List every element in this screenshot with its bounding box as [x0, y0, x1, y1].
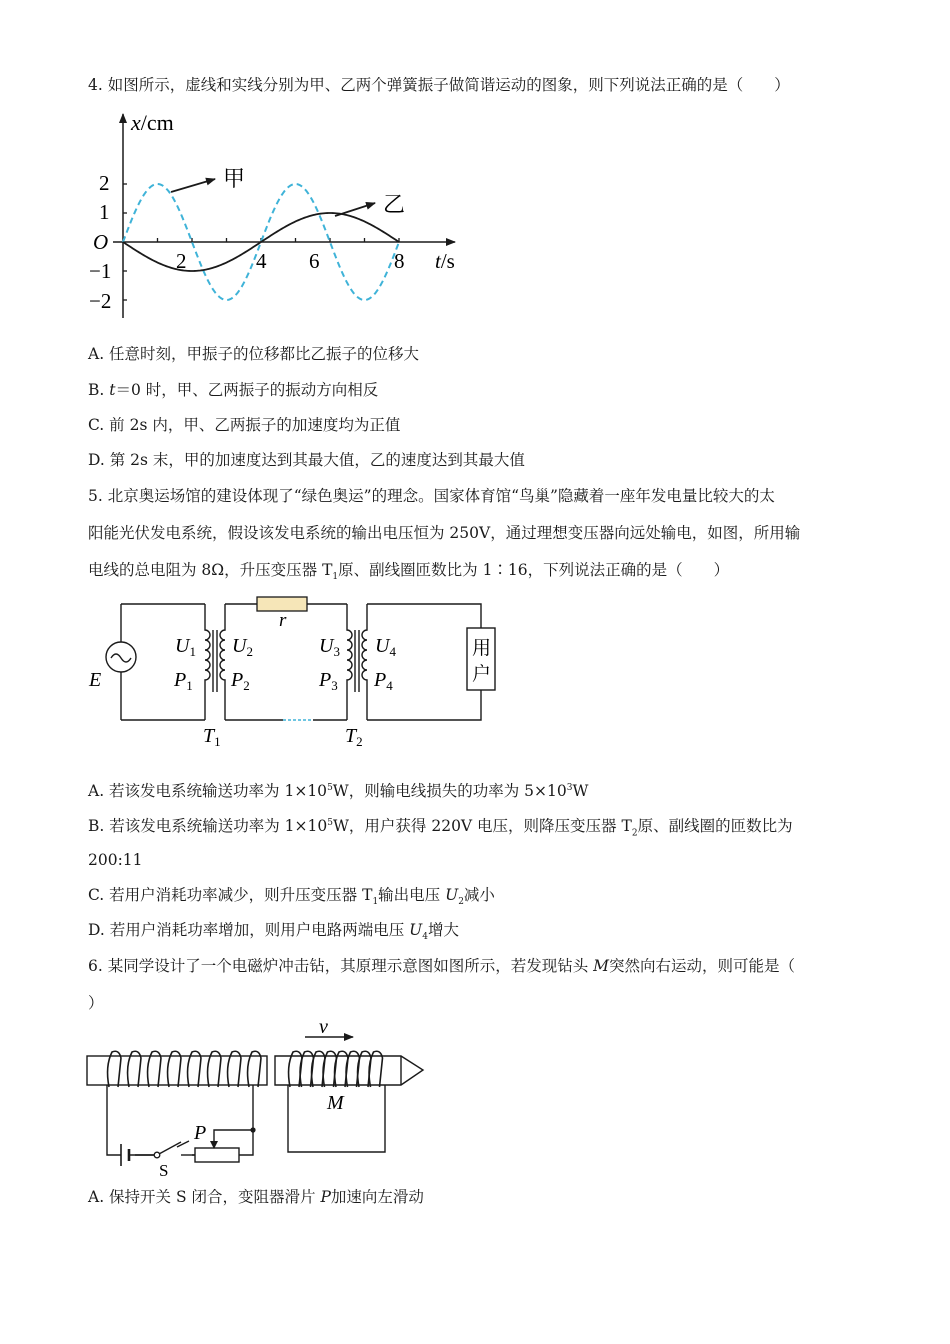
p2-label: $P_2$ — [231, 669, 250, 693]
label-jia: 甲 — [223, 166, 246, 191]
t1-secondary-coil — [220, 604, 225, 720]
u3-label: $U_3$ — [319, 635, 340, 659]
slider-label: P — [194, 1122, 207, 1144]
t2-label: $T_2$ — [345, 725, 363, 749]
line-resistor — [257, 597, 307, 611]
load-label-1: 用 — [472, 638, 492, 659]
q5-circuit — [85, 590, 505, 750]
arrow-yi — [335, 203, 375, 216]
junction-dot — [250, 1127, 255, 1132]
velocity-label: v — [319, 1016, 328, 1038]
drill-label: M — [327, 1092, 344, 1114]
label-yi: 乙 — [383, 192, 406, 217]
origin-label: O — [93, 230, 109, 254]
q5-option-d: D. 若用户消耗功率增加，则用户电路两端电压 $U_4$增大 — [88, 921, 459, 943]
y-axis-label: x/cm — [131, 110, 174, 135]
q6-stem-line2: ） — [88, 994, 104, 1012]
q5-option-a: A. 若该发电系统输送功率为 $1\times 10^5W$，则输电线损失的功率为 $5\times 10^3W$ — [88, 782, 589, 801]
t1-label: $T_1$ — [203, 725, 221, 749]
t1-primary-coil — [205, 604, 210, 720]
q4-graph — [85, 108, 485, 323]
q5-stem-line2: 阳能光伏发电系统，假设该发电系统的输出电压恒为 250V，通过理想变压器向远处输电，如图，所用输 — [88, 524, 801, 542]
q4-option-b: B. t＝0 时，甲、乙两振子的振动方向相反 — [88, 381, 379, 399]
p4-label: $P_4$ — [374, 669, 393, 693]
rheostat — [195, 1148, 239, 1162]
q4-stem: 4. 如图所示，虚线和实线分别为甲、乙两个弹簧振子做简谐运动的图象，则下列说法正确的是（ ） — [88, 76, 790, 94]
resistor-label: r — [279, 610, 287, 631]
q5-option-b: B. 若该发电系统输送功率为 $1\times 10^5W$，用户获得 220V 电压，则降压变压器 $T_2$原、副线圈的匝数比为 — [88, 817, 793, 839]
x-tick-8: 8 — [394, 249, 405, 273]
switch-label: S — [159, 1161, 169, 1180]
q5-stem-line1: 5. 北京奥运场馆的建设体现了“绿色奥运”的理念。国家体育馆“鸟巢”隐藏着一座年发电量比较大的太 — [88, 487, 775, 505]
y-tick-neg2: −2 — [89, 289, 112, 313]
q4-option-d: D. 第 2s 末，甲的加速度达到其最大值，乙的速度达到其最大值 — [88, 451, 525, 469]
q5-option-c: C. 若用户消耗功率减少，则升压变压器 $T_1$输出电压 $U_2$减小 — [88, 886, 495, 908]
x-axis-label: t/s — [435, 249, 455, 273]
q6-option-a: A. 保持开关 S 闭合，变阻器滑片 P加速向左滑动 — [88, 1188, 424, 1206]
x-tick-4: 4 — [256, 249, 267, 273]
u4-label: $U_4$ — [375, 635, 396, 659]
t2-primary-coil — [347, 604, 352, 720]
q5-option-b-line2: 200:11 — [88, 851, 143, 869]
q4-option-a: A. 任意时刻，甲振子的位移都比乙振子的位移大 — [88, 345, 420, 363]
y-tick-neg1: −1 — [89, 259, 112, 283]
t2-secondary-coil — [362, 604, 367, 720]
source-label: E — [89, 669, 102, 691]
p1-label: $P_1$ — [174, 669, 193, 693]
q4-option-c: C. 前 2s 内，甲、乙两振子的加速度均为正值 — [88, 416, 401, 434]
switch-blade — [159, 1142, 181, 1154]
load-label-2: 户 — [472, 664, 492, 685]
y-tick-1: 1 — [99, 200, 110, 224]
u1-label: $U_1$ — [175, 635, 196, 659]
q6-figure — [85, 1016, 435, 1180]
switch-contact — [154, 1152, 160, 1158]
u2-label: $U_2$ — [232, 635, 253, 659]
p3-label: $P_3$ — [319, 669, 338, 693]
x-tick-2: 2 — [176, 249, 187, 273]
q6-stem: 6. 某同学设计了一个电磁炉冲击钻，其原理示意图如图所示，若发现钻头 M突然向右运动，则可能是（ — [88, 957, 796, 975]
q5-stem-line3: 电线的总电阻为 8Ω，升压变压器 $T_1$原、副线圈匝数比为 1∶16，下列说法正确的是（ ） — [88, 561, 730, 583]
x-tick-6: 6 — [309, 249, 320, 273]
y-tick-2: 2 — [99, 171, 110, 195]
arrow-jia — [171, 179, 215, 192]
